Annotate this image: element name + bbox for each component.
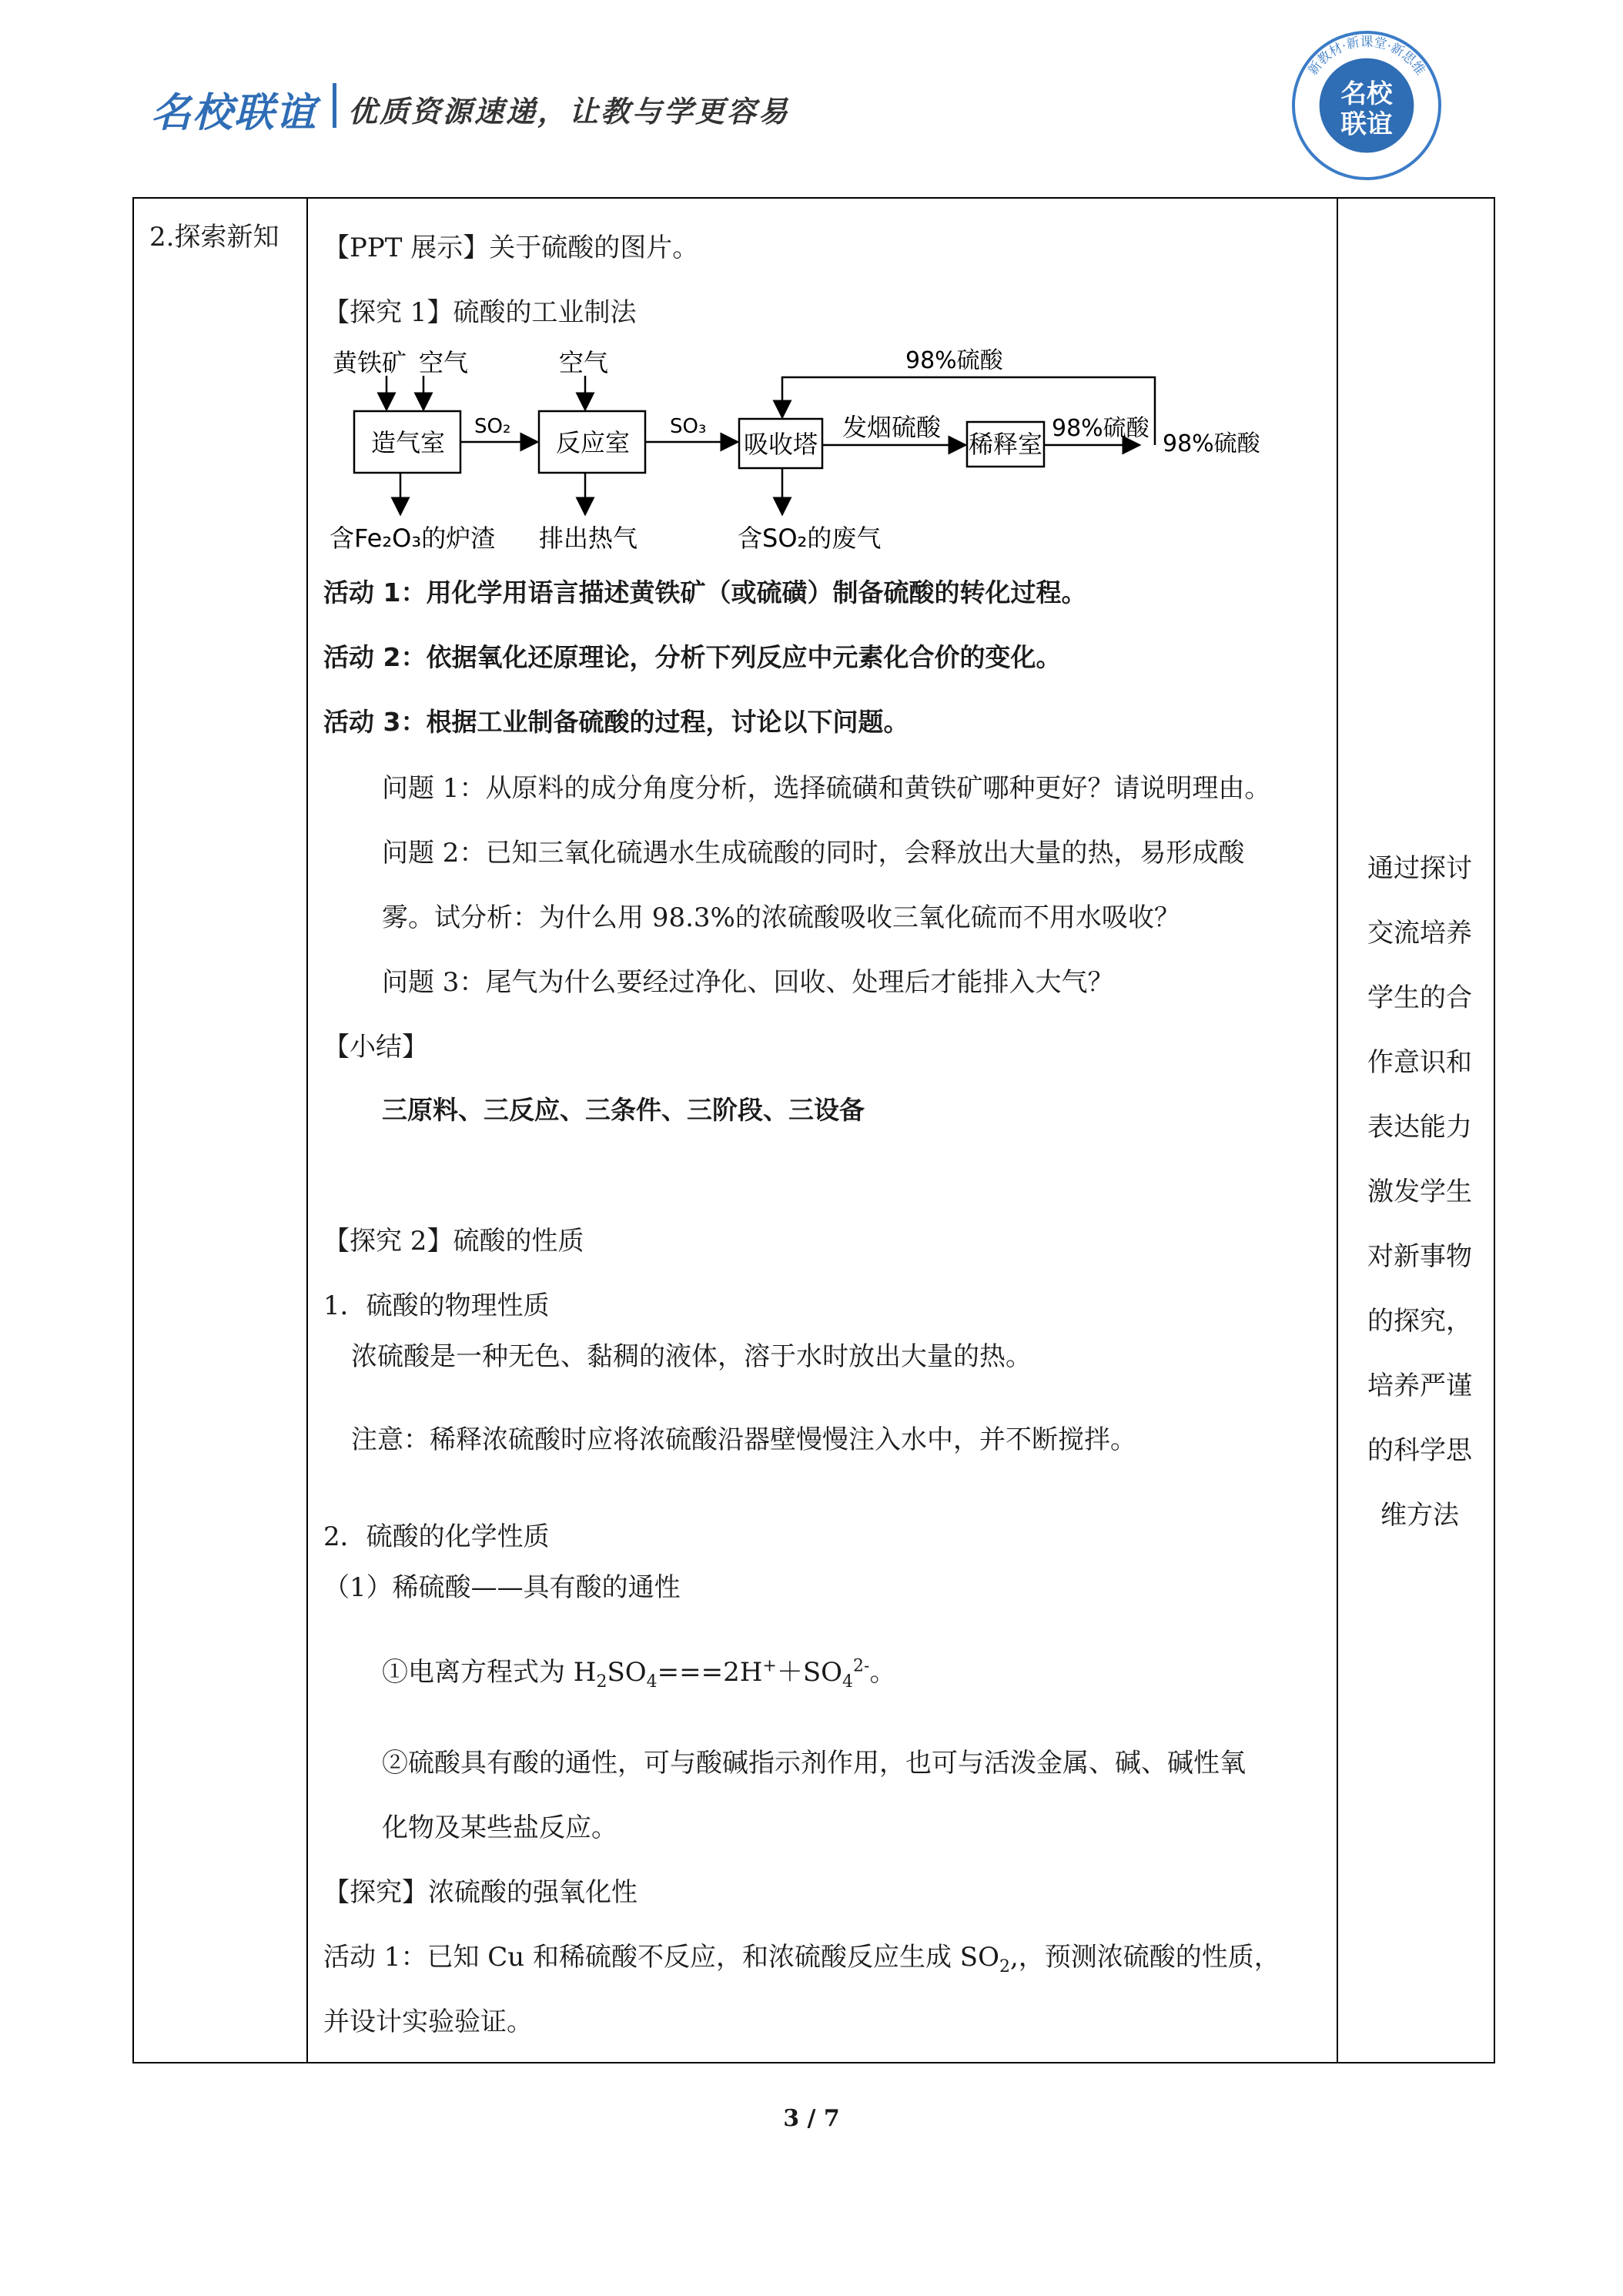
page-number: 3 / 7 — [783, 2105, 840, 2132]
reactor-box: 反应室 — [556, 428, 631, 457]
inquiry1-title: 【探究 1】硫酸的工业制法 — [323, 297, 637, 328]
activity-2: 活动 2：依据氧化还原理论，分析下列反应中元素化合价的变化。 — [323, 642, 1062, 672]
page-header — [0, 0, 1623, 185]
inquiry3-title: 【探究】浓硫酸的强氧化性 — [323, 1877, 637, 1908]
diluter-box: 稀释室 — [969, 430, 1043, 459]
column-divider-1 — [306, 197, 308, 2063]
activity-3: 活动 3：根据工业制备硫酸的过程，讨论以下问题。 — [323, 707, 909, 737]
cu-activity-line2: 并设计实验验证。 — [323, 2006, 533, 2037]
brand-separator — [333, 83, 336, 128]
table-top-border — [132, 197, 1495, 199]
intent-line: 学生的合 — [1367, 982, 1472, 1013]
acid98-mid-label: 98%硫酸 — [1052, 415, 1149, 442]
intent-line: 维方法 — [1380, 1500, 1459, 1531]
waste-gas-label: 含SO₂的废气 — [738, 524, 882, 553]
table-left-border — [132, 197, 134, 2063]
sulfuric-acid-process-diagram — [323, 345, 1278, 554]
school-seal-logo — [1290, 29, 1443, 182]
intent-line: 的探究， — [1367, 1306, 1472, 1337]
acid98-out-label: 98%硫酸 — [1163, 430, 1260, 457]
intent-line: 表达能力 — [1367, 1112, 1472, 1143]
question-2-line1: 问题 2：已知三氧化硫遇水生成硫酸的同时，会释放出大量的热，易形成酸 — [382, 838, 1245, 869]
summary-text: 三原料、三反应、三条件、三阶段、三设备 — [382, 1095, 865, 1125]
question-2-line2: 雾。试分析：为什么用 98.3%的浓硫酸吸收三氧化硫而不用水吸收？ — [382, 902, 1180, 933]
physical-properties-title: 1．硫酸的物理性质 — [323, 1290, 550, 1321]
svg-text:联谊: 联谊 — [1340, 109, 1393, 139]
air-label-1: 空气 — [419, 348, 469, 377]
ppt-display: 【PPT 展示】关于硫酸的图片。 — [323, 233, 699, 263]
svg-text:名校: 名校 — [1340, 79, 1393, 109]
question-3: 问题 3：尾气为什么要经过净化、回收、处理后才能排入大气？ — [382, 967, 1114, 998]
chemical-properties-title: 2．硫酸的化学性质 — [323, 1521, 550, 1552]
summary-title: 【小结】 — [323, 1032, 428, 1063]
inquiry2-title: 【探究 2】硫酸的性质 — [323, 1226, 584, 1257]
intent-line: 通过探讨 — [1367, 853, 1472, 884]
slag-label: 含Fe₂O₃的炉渣 — [330, 524, 496, 553]
cu-activity-line1: 活动 1：已知 Cu 和稀硫酸不反应，和浓硫酸反应生成 $SO_2$,，预测浓硫酸的性质， — [323, 1942, 1280, 1976]
table-bottom-border — [132, 2062, 1495, 2063]
acid-property-line2: 化物及某些盐反应。 — [382, 1812, 617, 1843]
dilution-note: 注意：稀释浓硫酸时应将浓硫酸沿器壁慢慢注入水中，并不断搅拌。 — [351, 1424, 1136, 1455]
acid98-top-label: 98%硫酸 — [905, 347, 1003, 374]
heat-label: 排出热气 — [539, 524, 638, 553]
column-divider-2 — [1337, 197, 1338, 2063]
so2-label: SO₂ — [474, 415, 511, 438]
brand-slogan: 优质资源速递，让教与学更容易 — [348, 95, 791, 129]
so3-label: SO₃ — [670, 415, 707, 438]
absorber-box: 吸收塔 — [744, 430, 818, 459]
intent-line: 的科学思 — [1367, 1435, 1472, 1466]
pyrite-label: 黄铁矿 — [333, 348, 407, 377]
activity-1: 活动 1：用化学用语言描述黄铁矿（或硫磺）制备硫酸的转化过程。 — [323, 577, 1087, 607]
intent-line: 交流培养 — [1367, 918, 1472, 949]
brand-logo-text: 名校联谊 — [151, 90, 318, 136]
furnace-box: 造气室 — [371, 428, 446, 457]
physical-properties-desc: 浓硫酸是一种无色、黏稠的液体，溶于水时放出大量的热。 — [351, 1341, 1032, 1372]
intent-line: 对新事物 — [1367, 1241, 1472, 1272]
table-right-border — [1494, 197, 1495, 2063]
ionization-equation: ①电离方程式为 $H_2SO_4===2H^++SO_4^{2-}$。 — [382, 1656, 896, 1692]
oleum-label: 发烟硫酸 — [842, 413, 942, 442]
intent-line: 培养严谨 — [1367, 1371, 1472, 1401]
intent-line: 激发学生 — [1367, 1176, 1472, 1207]
svg-text:新教材·新课堂·新思维: 新教材·新课堂·新思维 — [1304, 33, 1429, 78]
air-label-2: 空气 — [559, 348, 609, 377]
section-label: 2.探索新知 — [149, 222, 279, 253]
intent-line: 作意识和 — [1367, 1047, 1472, 1078]
question-1: 问题 1：从原料的成分角度分析，选择硫磺和黄铁矿哪种更好？请说明理由。 — [382, 773, 1271, 804]
acid-property-line1: ②硫酸具有酸的通性，可与酸碱指示剂作用，也可与活泼金属、碱、碱性氧 — [382, 1748, 1246, 1779]
dilute-acid-title: （1）稀硫酸——具有酸的通性 — [323, 1572, 681, 1603]
